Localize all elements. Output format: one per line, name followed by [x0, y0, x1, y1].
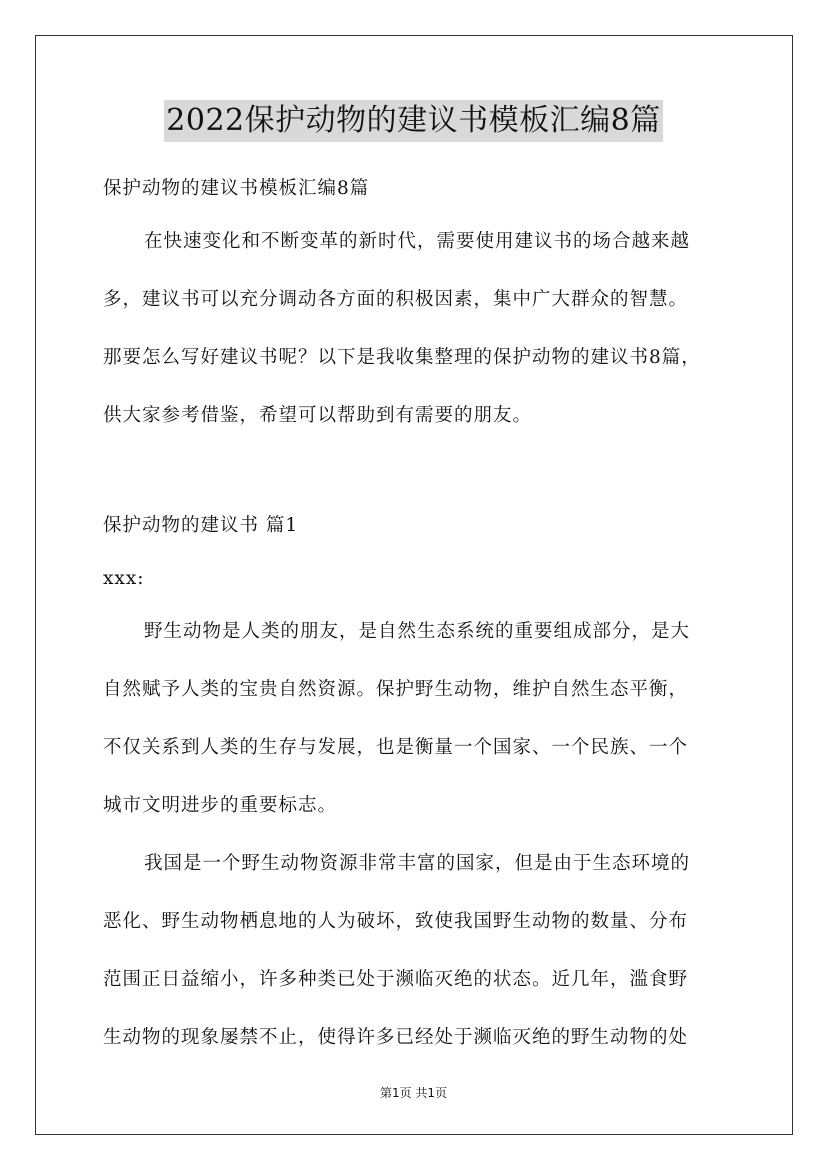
paragraph-line: 野生动物是人类的朋友，是自然生态系统的重要组成部分，是大 [144, 621, 691, 642]
intro-line: 在快速变化和不断变革的新时代，需要使用建议书的场合越来越 [144, 231, 691, 252]
intro-line: 多，建议书可以充分调动各方面的积极因素，集中广大群众的智慧。 [103, 289, 689, 310]
paragraph-line: 恶化、野生动物栖息地的人为破坏，致使我国野生动物的数量、分布 [103, 911, 689, 932]
paragraph-line: 自然赋予人类的宝贵自然资源。保护野生动物，维护自然生态平衡， [103, 679, 689, 700]
intro-paragraph [103, 227, 733, 430]
document-title: 2022保护动物的建议书模板汇编8篇 [164, 100, 662, 142]
page-footer: 第1页 共1页 [379, 1086, 448, 1100]
paragraph-line: 生动物的现象屡禁不止，使得许多已经处于濒临灭绝的野生动物的处 [103, 1027, 689, 1048]
paragraph-line: 不仅关系到人类的生存与发展，也是衡量一个国家、一个民族、一个 [103, 737, 689, 758]
paragraph-line: 城市文明进步的重要标志。 [103, 795, 338, 816]
section-heading: 保护动物的建议书 篇1 [103, 515, 299, 536]
body-paragraph-2 [103, 849, 733, 1052]
paragraph-line: 我国是一个野生动物资源非常丰富的国家，但是由于生态环境的 [144, 853, 691, 874]
paragraph-line: 范围正日益缩小，许多种类已处于濒临灭绝的状态。近几年，滥食野 [103, 969, 689, 990]
salutation: xxx: [103, 568, 145, 589]
body-paragraph-1 [103, 617, 733, 820]
intro-line: 那要怎么写好建议书呢？以下是我收集整理的保护动物的建议书8篇， [103, 347, 701, 368]
spacer [103, 459, 733, 511]
document-body [103, 174, 733, 1081]
title-container [0, 100, 827, 142]
document-subtitle: 保护动物的建议书模板汇编8篇 [103, 178, 370, 199]
intro-line: 供大家参考借鉴，希望可以帮助到有需要的朋友。 [103, 405, 533, 426]
